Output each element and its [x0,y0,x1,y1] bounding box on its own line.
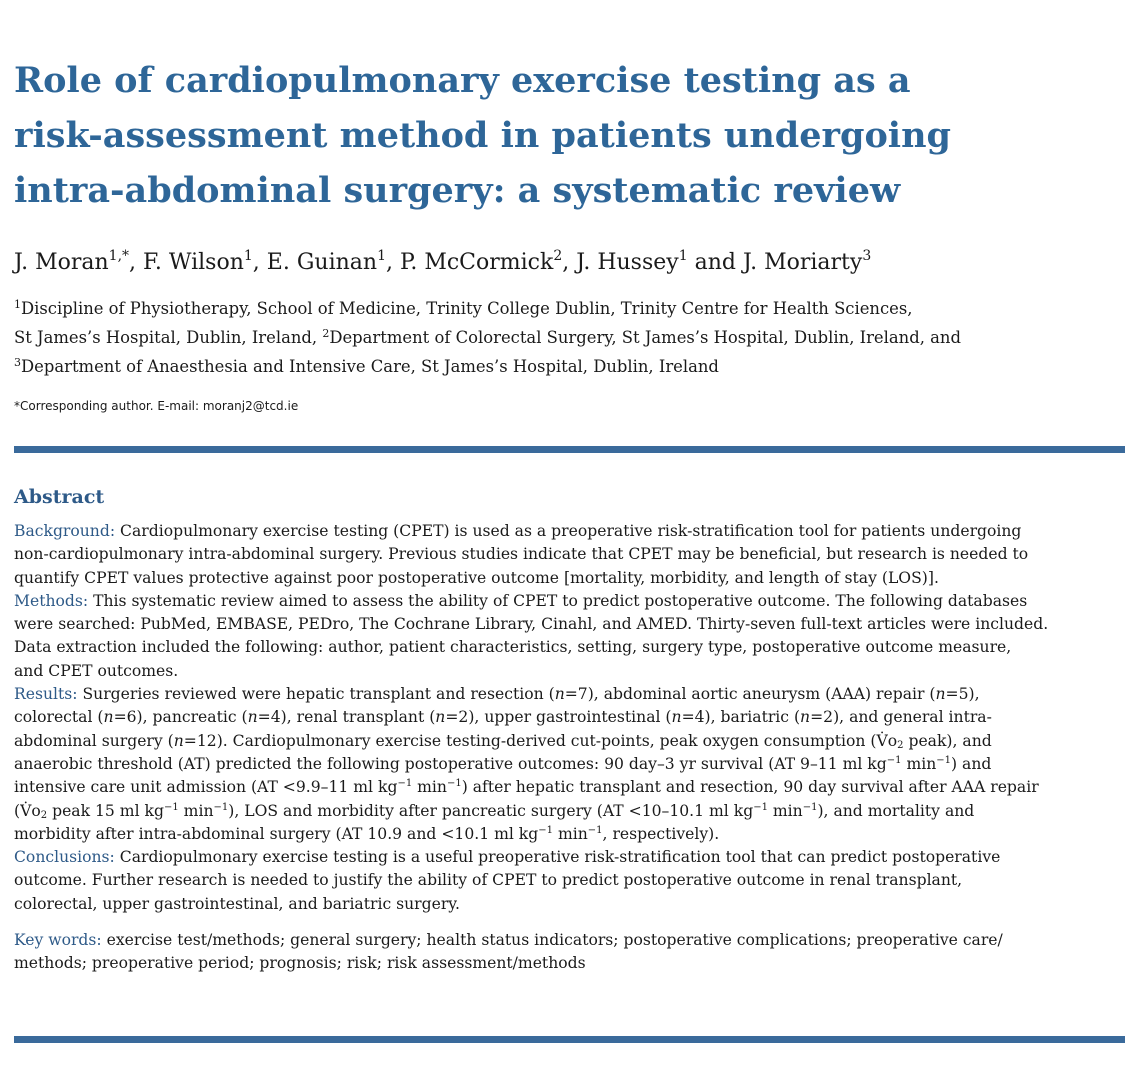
italic-n: n [800,708,811,727]
affiliation-line [14,352,1114,381]
affiliations [14,294,1114,381]
abstract-line: colorectal, upper gastrointestinal, and bariatric surgery. [14,894,460,913]
abstract-text: =6), pancreatic ( [113,708,248,727]
title-line: risk-assessment method in patients undergoing [14,115,952,156]
abstract-text: peak 15 ml kg [47,801,164,820]
abstract-text: morbidity after intra-abdominal surgery (AT 10.9 and <10.1 ml kg [14,824,539,843]
affiliation-marker: 1 [14,298,21,311]
abstract-line: outcome. Further research is needed to justify the ability of CPET to predict postoperative outcome in renal transplant, [14,871,963,890]
italic-n: n [103,708,114,727]
vo2-symbol: V̇o [876,731,898,750]
abstract-text: Cardiopulmonary exercise testing (CPET) is used as a preoperative risk-stratification tool for patients undergoing [115,522,1022,540]
vo2-symbol: V̇o [20,801,41,820]
superscript-minus-one: −1 [587,824,603,836]
abstract-text: =4), renal transplant ( [257,708,436,727]
abstract-line: and CPET outcomes. [14,661,179,680]
abstract-line: Data extraction included the following: author, patient characteristics, setting, surgery type, postoperative outcome measure, [14,638,1012,657]
affiliation-text: Discipline of Physiotherapy, School of Medicine, Trinity College Dublin, Trinity Centre for Health Sciences, [21,299,913,318]
subscript-2: 2 [40,809,48,821]
section-label-keywords: Key words: [14,931,102,950]
author-name: J. Moran [14,250,109,275]
section-label-results: Results: [14,685,78,704]
affiliation-marker: 3 [14,356,21,369]
italic-n: n [435,708,446,727]
abstract-text: Surgeries reviewed were hepatic transplant and resection ( [77,685,555,704]
abstract-text: , respectively). [602,824,720,843]
superscript-minus-one: −1 [753,801,768,813]
author-separator: and [687,250,743,275]
abstract-text: ( [14,801,21,820]
abstract-line [14,823,1114,846]
abstract-line [14,776,1114,799]
superscript-minus-one: −1 [886,754,902,766]
author-name: F. Wilson [143,250,244,275]
author-name: E. Guinan [266,250,378,275]
author-name: P. McCormick [399,250,554,275]
abstract-text: ) after hepatic transplant and resection, 90 day survival after AAA repair [461,778,1039,797]
bottom-divider-rule [14,1036,1125,1043]
abstract-line: non-cardiopulmonary intra-abdominal surgery. Previous studies indicate that CPET may be beneficial, but research is needed to [14,545,1029,564]
abstract-line [14,706,1114,729]
author-separator: , [129,250,144,275]
affiliation-text: Department of Anaesthesia and Intensive Care, St James’s Hospital, Dublin, Ireland [21,357,719,376]
abstract-text: anaerobic threshold (AT) predicted the following postoperative outcomes: 90 day–3 yr survival (AT 9–11 ml kg [14,754,887,773]
title-line: intra-abdominal surgery: a systematic review [14,170,901,211]
top-divider-rule [14,446,1125,453]
abstract-text: colorectal ( [14,708,104,727]
abstract-text: =2), and general intra- [810,708,992,727]
italic-n: n [554,685,565,704]
abstract-text: abdominal surgery ( [14,731,174,750]
author-separator: , [385,250,400,275]
article-title [14,53,1114,218]
superscript-minus-one: −1 [397,778,413,790]
superscript-minus-one: −1 [538,824,553,836]
abstract-text: =7), abdominal aortic aneurysm (AAA) repair ( [564,685,936,704]
subscript-2: 2 [897,739,904,751]
abstract-line [14,800,1114,823]
abstract-line [14,753,1114,776]
abstract-line [14,590,1114,613]
author-affiliation-marker: 1 [678,248,688,264]
superscript-minus-one: −1 [936,754,952,766]
italic-n: n [173,731,184,750]
author-separator: , [252,250,267,275]
superscript-minus-one: −1 [163,801,179,813]
superscript-minus-one: −1 [213,801,229,813]
abstract-text: This systematic review aimed to assess the ability of CPET to predict postoperative outcome. The following databases [88,591,1028,610]
section-label-methods: Methods: [14,591,89,610]
abstract-text: =12). Cardiopulmonary exercise testing-derived cut-points, peak oxygen consumption ( [183,731,877,750]
abstract-text: intensive care unit admission (AT <9.9–11 ml kg [14,778,398,797]
affiliation-line [14,294,1114,323]
affiliation-text: Department of Colorectal Surgery, St James’s Hospital, Dublin, Ireland, and [329,328,961,347]
affiliation-line [14,323,1114,352]
abstract-text: =4), bariatric ( [681,708,801,727]
superscript-minus-one: −1 [802,801,818,813]
abstract-line [14,730,1114,753]
author-list [14,249,1114,277]
author-affiliation-marker: 2 [553,248,563,264]
abstract-text: peak), and [903,731,992,750]
abstract-line: methods; preoperative period; prognosis; risk; risk assessment/methods [14,954,586,973]
author-affiliation-marker: 1 [243,248,253,264]
section-label-background: Background: [14,522,116,540]
abstract-line: quantify CPET values protective against poor postoperative outcome [mortality, morbidity, and length of stay (LOS)]. [14,568,939,587]
author-affiliation-marker: 1 [377,248,386,264]
affiliation-text: St James’s Hospital, Dublin, Ireland, [14,328,323,347]
section-label-conclusions: Conclusions: [14,848,115,867]
abstract-text: min [178,801,214,820]
abstract-text: min [553,824,588,843]
abstract-text: exercise test/methods; general surgery; health status indicators; postoperative complications; preoperative care/ [101,931,1003,950]
abstract-line [14,520,1114,543]
abstract-text: Cardiopulmonary exercise testing is a useful preoperative risk-stratification tool that can predict postoperative [114,848,1001,867]
abstract-text: min [901,754,937,773]
abstract-line [14,683,1114,706]
abstract-text: =2), upper gastrointestinal ( [445,708,672,727]
superscript-minus-one: −1 [446,778,462,790]
abstract-body [14,520,1114,976]
abstract-line: were searched: PubMed, EMBASE, PEDro, The Cochrane Library, Cinahl, and AMED. Thirty-seven full-text articles were included. [14,615,1049,634]
author-name: J. Moriarty [743,250,863,275]
author-affiliation-marker: 1,* [108,248,130,264]
italic-n: n [935,685,946,704]
italic-n: n [247,708,258,727]
italic-n: n [671,708,682,727]
abstract-text: min [412,778,447,797]
author-name: J. Hussey [576,250,679,275]
abstract-text: min [767,801,803,820]
spacer [14,916,1114,929]
affiliation-marker: 2 [322,327,330,340]
abstract-line [14,929,1114,952]
author-affiliation-marker: 3 [862,248,872,264]
abstract-text: ) and [951,754,992,773]
author-separator: , [562,250,577,275]
abstract-text: =5), [945,685,980,704]
abstract-line [14,846,1114,869]
abstract-heading: Abstract [14,486,105,508]
abstract-text: ), and mortality and [817,801,975,820]
corresponding-author: *Corresponding author. E-mail: moranj2@tcd.ie [14,399,299,413]
abstract-text: ), LOS and morbidity after pancreatic surgery (AT <10–10.1 ml kg [228,801,754,820]
title-line: Role of cardiopulmonary exercise testing as a [14,60,911,101]
